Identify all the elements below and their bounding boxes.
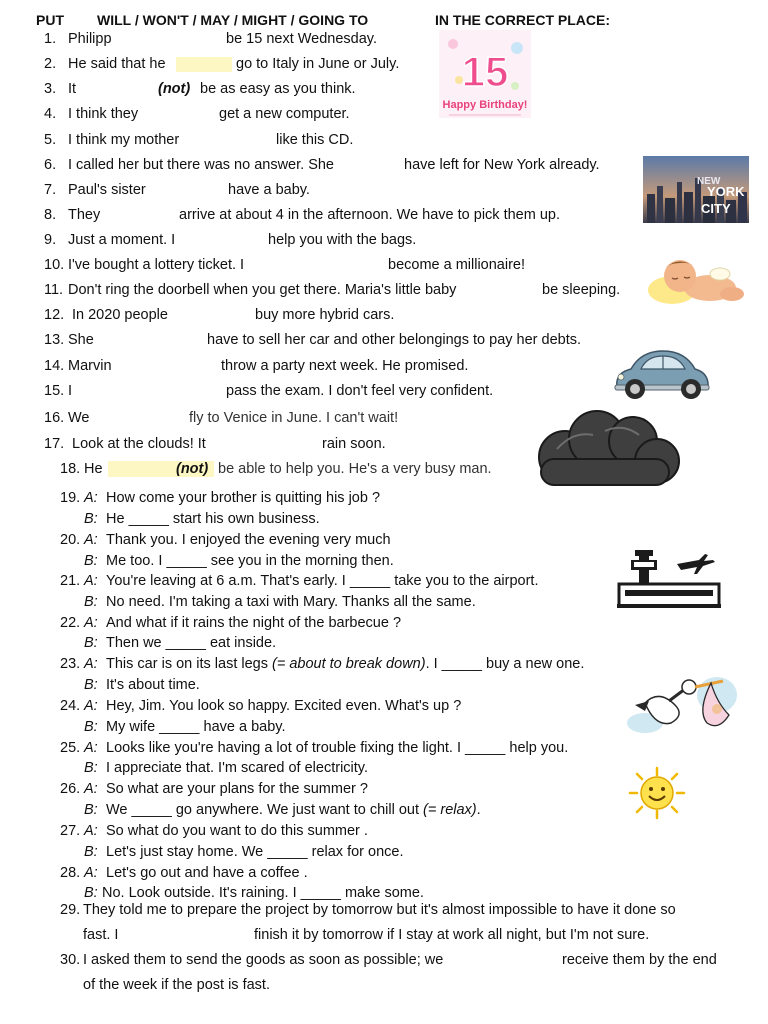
sentence-start: She — [68, 332, 94, 348]
negation-hint: (not) — [158, 81, 191, 97]
new-york-city-image — [643, 156, 749, 223]
definition-note: (= about to break down) — [272, 656, 426, 672]
speaker-a-label: A: — [84, 573, 98, 589]
sentence-end: throw a party next week. He promised. — [221, 358, 469, 374]
question-number: 24. — [60, 698, 81, 714]
speaker-a-label: A: — [84, 656, 98, 672]
question-number: 16. — [44, 410, 65, 426]
sentence-end: have a baby. — [228, 182, 310, 198]
speaker-b-label: B: — [84, 885, 98, 901]
speaker-b-label: B: — [84, 719, 98, 735]
sentence-end: finish it by tomorrow if I stay at work all night, but I'm not sure. — [254, 927, 650, 943]
sentence-end: be as easy as you think. — [200, 81, 356, 97]
question-number: 18. — [60, 461, 81, 477]
speaker-b-label: B: — [84, 553, 98, 569]
stork-baby-image — [625, 671, 739, 737]
speaker-b-label: B: — [84, 511, 98, 527]
dark-cloud-image — [527, 409, 683, 489]
speaker-a-label: A: — [84, 532, 98, 548]
airport-image — [617, 546, 721, 610]
beetle-car-image — [611, 343, 713, 403]
birthday-number: 15 — [461, 48, 509, 95]
speaker-b-line: Me too. I _____ see you in the morning then. — [106, 553, 394, 569]
question-number: 8. — [44, 207, 57, 223]
question-number: 14. — [44, 358, 65, 374]
text-part: This car is on its last legs — [106, 656, 272, 672]
question-number: 28. — [60, 865, 81, 881]
sleeping-baby-image — [644, 254, 746, 308]
sentence-end: be sleeping. — [542, 282, 621, 298]
sentence-start: Look at the clouds! It — [72, 436, 206, 452]
definition-note: (= relax) — [423, 802, 477, 818]
sentence-end: buy more hybrid cars. — [255, 307, 395, 323]
header-put: PUT — [36, 12, 64, 28]
sentence-end: arrive at about 4 in the afternoon. We have to pick them up. — [179, 207, 560, 223]
sentence-start: He said that he — [68, 56, 166, 72]
speaker-b-label: B: — [84, 802, 98, 818]
speaker-a-label: A: — [84, 823, 98, 839]
sentence-start: Don't ring the doorbell when you get there. Maria's little baby — [68, 282, 457, 298]
speaker-a-label: A: — [84, 740, 98, 756]
sentence-start: Just a moment. I — [68, 232, 176, 248]
sentence-end: fly to Venice in June. I can't wait! — [189, 410, 399, 426]
sentence-start: He — [84, 461, 103, 477]
birthday-caption: Happy Birthday! — [442, 99, 528, 111]
sentence-start: Philipp — [68, 31, 112, 47]
text-part: We _____ go anywhere. We just want to chill out — [106, 802, 424, 818]
question-number: 19. — [60, 490, 81, 506]
speaker-a-line: So what are your plans for the summer ? — [106, 781, 368, 797]
speaker-b-line — [106, 801, 481, 819]
question-number: 27. — [60, 823, 81, 839]
birthday-15-image — [439, 30, 531, 118]
speaker-a-label: A: — [84, 781, 98, 797]
speaker-a-line: And what if it rains the night of the barbecue ? — [106, 615, 402, 631]
question-number: 30. — [60, 952, 81, 968]
question-number: 29. — [60, 902, 81, 918]
sentence-end: like this CD. — [276, 132, 354, 148]
question-number: 12. — [44, 307, 65, 323]
speaker-b-label: B: — [84, 844, 98, 860]
sentence-end: have to sell her car and other belongings to pay her debts. — [207, 332, 582, 348]
speaker-b-label: B: — [84, 760, 98, 776]
question-number: 17. — [44, 436, 65, 452]
sentence-end: help you with the bags. — [268, 232, 417, 248]
sentence-start: Paul's sister — [68, 182, 146, 198]
sentence-end: get a new computer. — [219, 106, 350, 122]
speaker-b-line: No. Look outside. It's raining. I _____ make some. — [102, 885, 424, 901]
speaker-b-line: My wife _____ have a baby. — [106, 719, 286, 735]
speaker-a-label: A: — [84, 865, 98, 881]
sentence-start: It — [68, 81, 77, 97]
sentence-end: pass the exam. I don't feel very confident. — [226, 383, 494, 399]
sentence-start: I — [68, 383, 73, 399]
speaker-b-line: He _____ start his own business. — [106, 511, 320, 527]
sentence-start: I've bought a lottery ticket. I — [68, 257, 245, 273]
header-modals: WILL / WON'T / MAY / MIGHT / GOING TO — [97, 12, 369, 28]
question-number: 5. — [44, 132, 57, 148]
sentence-start: They told me to prepare the project by tomorrow but it's almost impossible to have it done so — [83, 902, 676, 918]
question-number: 21. — [60, 573, 81, 589]
speaker-b-label: B: — [84, 635, 98, 651]
sentence-start: I asked them to send the goods as soon as possible; we — [83, 952, 444, 968]
sentence-end: go to Italy in June or July. — [236, 56, 400, 72]
speaker-a-label: A: — [84, 490, 98, 506]
city-word-new: NEW — [697, 176, 721, 187]
speaker-a-line: Thank you. I enjoyed the evening very much — [106, 532, 391, 548]
speaker-b-label: B: — [84, 594, 98, 610]
question-number: 25. — [60, 740, 81, 756]
speaker-b-label: B: — [84, 677, 98, 693]
question-number: 15. — [44, 383, 65, 399]
question-number: 23. — [60, 656, 81, 672]
text-part: . — [476, 802, 481, 818]
speaker-b-line: I appreciate that. I'm scared of electricity. — [106, 760, 368, 776]
sentence-end: have left for New York already. — [404, 157, 600, 173]
question-number: 4. — [44, 106, 57, 122]
speaker-b-line: No need. I'm taking a taxi with Mary. Thanks all the same. — [106, 594, 476, 610]
sentence-end: be 15 next Wednesday. — [226, 31, 378, 47]
smiling-sun-image — [624, 766, 690, 820]
sentence-middle: receive them by the end — [562, 952, 717, 968]
speaker-a-line — [106, 655, 584, 673]
speaker-a-label: A: — [84, 615, 98, 631]
question-number: 2. — [44, 56, 57, 72]
speaker-a-line: So what do you want to do this summer . — [106, 823, 368, 839]
speaker-b-line: Then we _____ eat inside. — [106, 635, 277, 651]
speaker-a-line: How come your brother is quitting his job ? — [106, 490, 381, 506]
sentence-start: I think they — [68, 106, 139, 122]
sentence-start: In 2020 people — [72, 307, 168, 323]
question-number: 6. — [44, 157, 57, 173]
city-word-city: CITY — [701, 201, 731, 216]
question-number: 10. — [44, 257, 65, 273]
sentence-end: rain soon. — [322, 436, 386, 452]
sentence-start: Marvin — [68, 358, 112, 374]
negation-hint: (not) — [176, 461, 209, 477]
text-part: . I _____ buy a new one. — [425, 656, 585, 672]
question-number: 7. — [44, 182, 57, 198]
speaker-a-line: You're leaving at 6 a.m. That's early. I _____ take you to the airport. — [106, 573, 539, 589]
speaker-a-line: Looks like you're having a lot of trouble fixing the light. I _____ help you. — [106, 740, 569, 756]
question-number: 13. — [44, 332, 65, 348]
sentence-start: I think my mother — [68, 132, 180, 148]
question-number: 1. — [44, 31, 57, 47]
sentence-end: be able to help you. He's a very busy man. — [218, 461, 492, 477]
speaker-b-line: Let's just stay home. We _____ relax for once. — [106, 844, 404, 860]
sentence-end: become a millionaire! — [388, 257, 526, 273]
sentence-end: of the week if the post is fast. — [83, 977, 270, 993]
sentence-continuation: fast. I — [83, 927, 119, 943]
question-number: 26. — [60, 781, 81, 797]
city-word-york: YORK — [707, 184, 745, 199]
question-number: 20. — [60, 532, 81, 548]
speaker-b-line: It's about time. — [106, 677, 200, 693]
question-number: 3. — [44, 81, 57, 97]
answer-blank[interactable] — [176, 57, 232, 72]
header-instruction: IN THE CORRECT PLACE: — [435, 12, 610, 28]
question-number: 11. — [44, 282, 64, 298]
speaker-a-line: Hey, Jim. You look so happy. Excited even. What's up ? — [106, 698, 462, 714]
speaker-a-line: Let's go out and have a coffee . — [106, 865, 308, 881]
question-number: 9. — [44, 232, 57, 248]
sentence-start: We — [68, 410, 90, 426]
question-number: 22. — [60, 615, 81, 631]
sentence-start: I called her but there was no answer. She — [68, 157, 334, 173]
speaker-a-label: A: — [84, 698, 98, 714]
sentence-start: They — [68, 207, 101, 223]
